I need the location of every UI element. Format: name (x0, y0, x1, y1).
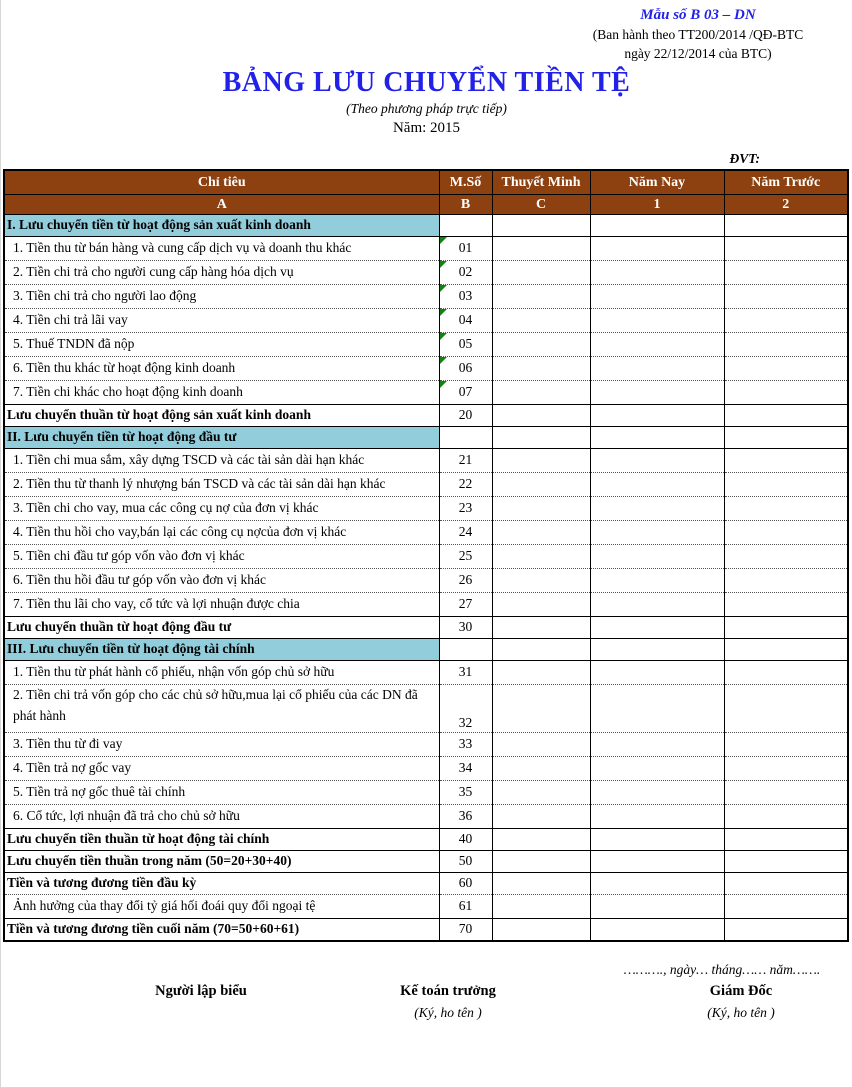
prior-year-cell[interactable] (724, 308, 848, 332)
criteria-cell[interactable]: Lưu chuyển thuần từ hoạt động đầu tư (4, 616, 439, 638)
criteria-cell[interactable]: 2. Tiền chi trả vốn góp cho các chủ sở hữu,mua lại cổ phiếu của các DN đã phát hành (4, 684, 439, 732)
current-year-cell[interactable] (590, 894, 724, 918)
current-year-cell[interactable] (590, 332, 724, 356)
unit-label: ĐVT: (729, 151, 760, 166)
code-value: 70 (458, 921, 473, 937)
note-cell[interactable] (492, 544, 590, 568)
note-cell[interactable] (492, 260, 590, 284)
note-cell[interactable] (492, 236, 590, 260)
prior-year-cell[interactable] (724, 260, 848, 284)
table-row (4, 732, 848, 756)
note-cell[interactable] (492, 332, 590, 356)
code-cell[interactable] (439, 356, 492, 380)
prior-year-cell[interactable] (724, 828, 848, 850)
note-cell[interactable] (492, 356, 590, 380)
prior-year-cell[interactable] (724, 332, 848, 356)
cell-error-marker-icon (440, 381, 447, 388)
signer-chief-accountant (318, 983, 578, 1021)
summary-row (4, 918, 848, 941)
code-cell[interactable] (439, 426, 492, 448)
current-year-cell[interactable] (590, 520, 724, 544)
code-value: 01 (458, 240, 473, 256)
note-cell[interactable] (492, 426, 590, 448)
column-header-prior-year[interactable]: Năm Trước (724, 170, 848, 195)
table-row (4, 780, 848, 804)
code-value: 40 (458, 831, 473, 847)
code-value: 04 (458, 312, 473, 328)
table-row (4, 568, 848, 592)
subheader-b[interactable]: B (439, 195, 492, 215)
prior-year-cell[interactable] (724, 426, 848, 448)
column-header-criteria[interactable]: Chỉ tiêu (4, 170, 439, 195)
code-cell[interactable] (439, 448, 492, 472)
note-cell[interactable] (492, 780, 590, 804)
note-cell[interactable] (492, 828, 590, 850)
cell-error-marker-icon (440, 309, 447, 316)
current-year-cell[interactable] (590, 308, 724, 332)
note-cell[interactable] (492, 918, 590, 941)
code-cell[interactable] (439, 804, 492, 828)
code-cell[interactable] (439, 284, 492, 308)
criteria-cell[interactable]: 6. Tiền thu khác từ hoạt động kinh doanh (4, 356, 439, 380)
current-year-cell[interactable] (590, 780, 724, 804)
note-cell[interactable] (492, 804, 590, 828)
code-cell[interactable] (439, 684, 492, 732)
prior-year-cell[interactable] (724, 684, 848, 732)
cell-error-marker-icon (440, 237, 447, 244)
signer-preparer (71, 983, 331, 1005)
criteria-cell[interactable]: Ảnh hưởng của thay đổi tỷ giá hối đoái quy đổi ngoại tệ (4, 894, 439, 918)
criteria-cell[interactable]: 5. Tiền chi đầu tư góp vốn vào đơn vị khác (4, 544, 439, 568)
criteria-cell[interactable]: Lưu chuyển thuần từ hoạt động sản xuất kinh doanh (4, 404, 439, 426)
section-header-row (4, 215, 848, 237)
prior-year-cell[interactable] (724, 472, 848, 496)
code-value: 61 (458, 898, 473, 914)
current-year-cell[interactable] (590, 850, 724, 872)
code-value: 35 (458, 784, 473, 800)
code-cell[interactable] (439, 828, 492, 850)
current-year-cell[interactable] (590, 236, 724, 260)
code-value: 33 (458, 736, 473, 752)
code-cell[interactable] (439, 850, 492, 872)
current-year-cell[interactable] (590, 404, 724, 426)
prior-year-cell[interactable] (724, 592, 848, 616)
code-cell[interactable] (439, 404, 492, 426)
criteria-cell[interactable]: 4. Tiền thu hồi cho vay,bán lại các công cụ nợcủa đơn vị khác (4, 520, 439, 544)
current-year-cell[interactable] (590, 872, 724, 894)
signer-director (611, 983, 852, 1021)
criteria-cell[interactable]: 1. Tiền chi mua sắm, xây dựng TSCD và các tài sản dài hạn khác (4, 448, 439, 472)
summary-row (4, 850, 848, 872)
form-meta-block (548, 6, 848, 63)
prior-year-cell[interactable] (724, 496, 848, 520)
signer-title: Người lập biểu (155, 982, 247, 999)
code-value: 23 (458, 500, 473, 516)
code-value: 06 (458, 360, 473, 376)
column-header-current-year[interactable]: Năm Nay (590, 170, 724, 195)
prior-year-cell[interactable] (724, 638, 848, 660)
prior-year-cell[interactable] (724, 616, 848, 638)
code-cell[interactable] (439, 894, 492, 918)
current-year-cell[interactable] (590, 472, 724, 496)
code-cell[interactable] (439, 215, 492, 237)
table-row (4, 544, 848, 568)
criteria-cell[interactable]: 5. Tiền trả nợ gốc thuê tài chính (4, 780, 439, 804)
table-row (4, 520, 848, 544)
note-cell[interactable] (492, 308, 590, 332)
summary-row (4, 872, 848, 894)
note-cell[interactable] (492, 872, 590, 894)
criteria-cell[interactable]: 5. Thuế TNDN đã nộp (4, 332, 439, 356)
current-year-cell[interactable] (590, 448, 724, 472)
date-line: ………., ngày… tháng…… năm……. (623, 961, 821, 977)
note-cell[interactable] (492, 592, 590, 616)
code-value: 60 (458, 875, 473, 891)
prior-year-cell[interactable] (724, 236, 848, 260)
cell-error-marker-icon (440, 333, 447, 340)
criteria-cell[interactable]: 3. Tiền chi cho vay, mua các công cụ nợ của đơn vị khác (4, 496, 439, 520)
note-cell[interactable] (492, 215, 590, 237)
code-value: 05 (458, 336, 473, 352)
criteria-cell[interactable]: 4. Tiền trả nợ gốc vay (4, 756, 439, 780)
current-year-cell[interactable] (590, 544, 724, 568)
signer-title: Giám Đốc (709, 982, 773, 999)
criteria-cell[interactable]: 3. Tiền chi trả cho người lao động (4, 284, 439, 308)
current-year-cell[interactable] (590, 918, 724, 941)
table-row (4, 472, 848, 496)
prior-year-cell[interactable] (724, 356, 848, 380)
criteria-cell[interactable]: 7. Tiền chi khác cho hoạt động kinh doanh (4, 380, 439, 404)
note-cell[interactable] (492, 568, 590, 592)
current-year-cell[interactable] (590, 756, 724, 780)
code-value: 24 (458, 524, 473, 540)
code-cell[interactable] (439, 496, 492, 520)
table-row (4, 284, 848, 308)
code-value: 07 (458, 384, 473, 400)
note-cell[interactable] (492, 756, 590, 780)
code-cell[interactable] (439, 592, 492, 616)
prior-year-cell[interactable] (724, 756, 848, 780)
note-cell[interactable] (492, 732, 590, 756)
code-value: 36 (458, 808, 473, 824)
code-cell[interactable] (439, 568, 492, 592)
table-row (4, 448, 848, 472)
prior-year-cell[interactable] (724, 850, 848, 872)
code-value: 34 (458, 760, 473, 776)
code-cell[interactable] (439, 236, 492, 260)
criteria-cell[interactable]: 6. Cổ tức, lợi nhuận đã trả cho chủ sở hữu (4, 804, 439, 828)
section-header-row (4, 426, 848, 448)
current-year-cell[interactable] (590, 828, 724, 850)
criteria-cell[interactable]: 2. Tiền thu từ thanh lý nhượng bán TSCD và các tài sản dài hạn khác (4, 472, 439, 496)
code-value: 03 (458, 288, 473, 304)
current-year-cell[interactable] (590, 660, 724, 684)
table-row (4, 894, 848, 918)
note-cell[interactable] (492, 448, 590, 472)
code-cell[interactable] (439, 332, 492, 356)
subheader-2[interactable]: 2 (724, 195, 848, 215)
current-year-cell[interactable] (590, 356, 724, 380)
note-cell[interactable] (492, 638, 590, 660)
code-cell[interactable] (439, 308, 492, 332)
current-year-cell[interactable] (590, 616, 724, 638)
current-year-cell[interactable] (590, 592, 724, 616)
column-header-note[interactable]: Thuyết Minh (492, 170, 590, 195)
current-year-cell[interactable] (590, 804, 724, 828)
code-value: 22 (458, 476, 473, 492)
code-value: 26 (458, 572, 473, 588)
page-title: BẢNG LƯU CHUYỂN TIỀN TỆ (222, 67, 631, 98)
table-row (4, 356, 848, 380)
prior-year-cell[interactable] (724, 380, 848, 404)
note-cell[interactable] (492, 496, 590, 520)
prior-year-cell[interactable] (724, 520, 848, 544)
prior-year-cell[interactable] (724, 918, 848, 941)
table-row (4, 684, 848, 732)
criteria-cell[interactable]: I. Lưu chuyển tiền từ hoạt động sản xuất kinh doanh (4, 215, 439, 237)
prior-year-cell[interactable] (724, 894, 848, 918)
table-header-row (4, 170, 848, 195)
code-cell[interactable] (439, 616, 492, 638)
signature-block (1, 956, 852, 1088)
year-line: Năm: 2015 (392, 120, 461, 136)
prior-year-cell[interactable] (724, 544, 848, 568)
prior-year-cell[interactable] (724, 872, 848, 894)
code-value: 21 (458, 452, 473, 468)
summary-row (4, 616, 848, 638)
summary-row (4, 828, 848, 850)
note-cell[interactable] (492, 894, 590, 918)
cash-flow-table (3, 169, 849, 942)
note-cell[interactable] (492, 660, 590, 684)
criteria-cell[interactable]: 1. Tiền thu từ phát hành cổ phiếu, nhận vốn góp chủ sở hữu (4, 660, 439, 684)
subheader-1[interactable]: 1 (590, 195, 724, 215)
current-year-cell[interactable] (590, 260, 724, 284)
note-cell[interactable] (492, 850, 590, 872)
code-value: 02 (458, 264, 473, 280)
code-value: 32 (458, 714, 473, 730)
code-cell[interactable] (439, 380, 492, 404)
code-cell[interactable] (439, 520, 492, 544)
prior-year-cell[interactable] (724, 568, 848, 592)
table-row (4, 260, 848, 284)
signer-title: Kế toán trưởng (400, 982, 496, 999)
page-subtitle: (Theo phương pháp trực tiếp) (346, 101, 507, 116)
cell-error-marker-icon (440, 357, 447, 364)
code-cell[interactable] (439, 660, 492, 684)
note-cell[interactable] (492, 404, 590, 426)
table-row (4, 236, 848, 260)
prior-year-cell[interactable] (724, 215, 848, 237)
criteria-cell[interactable]: 2. Tiền chi trả cho người cung cấp hàng hóa dịch vụ (4, 260, 439, 284)
subheader-c[interactable]: C (492, 195, 590, 215)
prior-year-cell[interactable] (724, 804, 848, 828)
column-header-code[interactable]: M.Số (439, 170, 492, 195)
code-cell[interactable] (439, 732, 492, 756)
cell-error-marker-icon (440, 261, 447, 268)
summary-row (4, 404, 848, 426)
signer-note: (Ký, ho tên ) (707, 1004, 775, 1020)
note-cell[interactable] (492, 616, 590, 638)
subheader-a[interactable]: A (4, 195, 439, 215)
current-year-cell[interactable] (590, 284, 724, 308)
note-cell[interactable] (492, 684, 590, 732)
code-cell[interactable] (439, 544, 492, 568)
current-year-cell[interactable] (590, 496, 724, 520)
criteria-cell[interactable]: 1. Tiền thu từ bán hàng và cung cấp dịch vụ và doanh thu khác (4, 236, 439, 260)
note-cell[interactable] (492, 380, 590, 404)
code-cell[interactable] (439, 638, 492, 660)
table-row (4, 308, 848, 332)
code-value: 27 (458, 596, 473, 612)
note-cell[interactable] (492, 284, 590, 308)
issuing-decree-line2: ngày 22/12/2014 của BTC) (624, 46, 772, 61)
current-year-cell[interactable] (590, 684, 724, 732)
prior-year-cell[interactable] (724, 732, 848, 756)
table-row (4, 332, 848, 356)
form-code: Mẫu số B 03 – DN (640, 7, 756, 23)
criteria-cell[interactable]: 4. Tiền chi trả lãi vay (4, 308, 439, 332)
criteria-cell[interactable]: Tiền và tương đương tiền cuối năm (70=50+60+61) (4, 918, 439, 941)
prior-year-cell[interactable] (724, 404, 848, 426)
code-value: 20 (458, 407, 473, 423)
code-cell[interactable] (439, 918, 492, 941)
current-year-cell[interactable] (590, 568, 724, 592)
code-cell[interactable] (439, 872, 492, 894)
code-value: 30 (458, 619, 473, 635)
criteria-cell[interactable]: Lưu chuyển tiền thuần trong năm (50=20+30+40) (4, 850, 439, 872)
table-row (4, 496, 848, 520)
current-year-cell[interactable] (590, 380, 724, 404)
current-year-cell[interactable] (590, 426, 724, 448)
criteria-cell[interactable]: II. Lưu chuyển tiền từ hoạt động đầu tư (4, 426, 439, 448)
criteria-cell[interactable]: 7. Tiền thu lãi cho vay, cổ tức và lợi nhuận được chia (4, 592, 439, 616)
current-year-cell[interactable] (590, 215, 724, 237)
cell-error-marker-icon (440, 285, 447, 292)
current-year-cell[interactable] (590, 638, 724, 660)
code-cell[interactable] (439, 260, 492, 284)
table-row (4, 660, 848, 684)
criteria-cell[interactable]: Tiền và tương đương tiền đầu kỳ (4, 872, 439, 894)
criteria-cell[interactable]: Lưu chuyển tiền thuần từ hoạt động tài chính (4, 828, 439, 850)
criteria-cell[interactable]: III. Lưu chuyển tiền từ hoạt động tài chính (4, 638, 439, 660)
criteria-cell[interactable]: 3. Tiền thu từ đi vay (4, 732, 439, 756)
prior-year-cell[interactable] (724, 780, 848, 804)
note-cell[interactable] (492, 520, 590, 544)
note-cell[interactable] (492, 472, 590, 496)
code-value: 25 (458, 548, 473, 564)
code-cell[interactable] (439, 472, 492, 496)
table-row (4, 756, 848, 780)
criteria-cell[interactable]: 6. Tiền thu hồi đầu tư góp vốn vào đơn vị khác (4, 568, 439, 592)
prior-year-cell[interactable] (724, 284, 848, 308)
code-value: 31 (458, 664, 473, 680)
code-cell[interactable] (439, 756, 492, 780)
table-row (4, 380, 848, 404)
issuing-decree-line1: (Ban hành theo TT200/2014 /QĐ-BTC (592, 27, 804, 42)
code-cell[interactable] (439, 780, 492, 804)
signer-note: (Ký, ho tên ) (414, 1004, 482, 1020)
code-value: 50 (458, 853, 473, 869)
table-row (4, 804, 848, 828)
table-subheader-row (4, 195, 848, 215)
table-row (4, 592, 848, 616)
current-year-cell[interactable] (590, 732, 724, 756)
prior-year-cell[interactable] (724, 660, 848, 684)
prior-year-cell[interactable] (724, 448, 848, 472)
section-header-row (4, 638, 848, 660)
